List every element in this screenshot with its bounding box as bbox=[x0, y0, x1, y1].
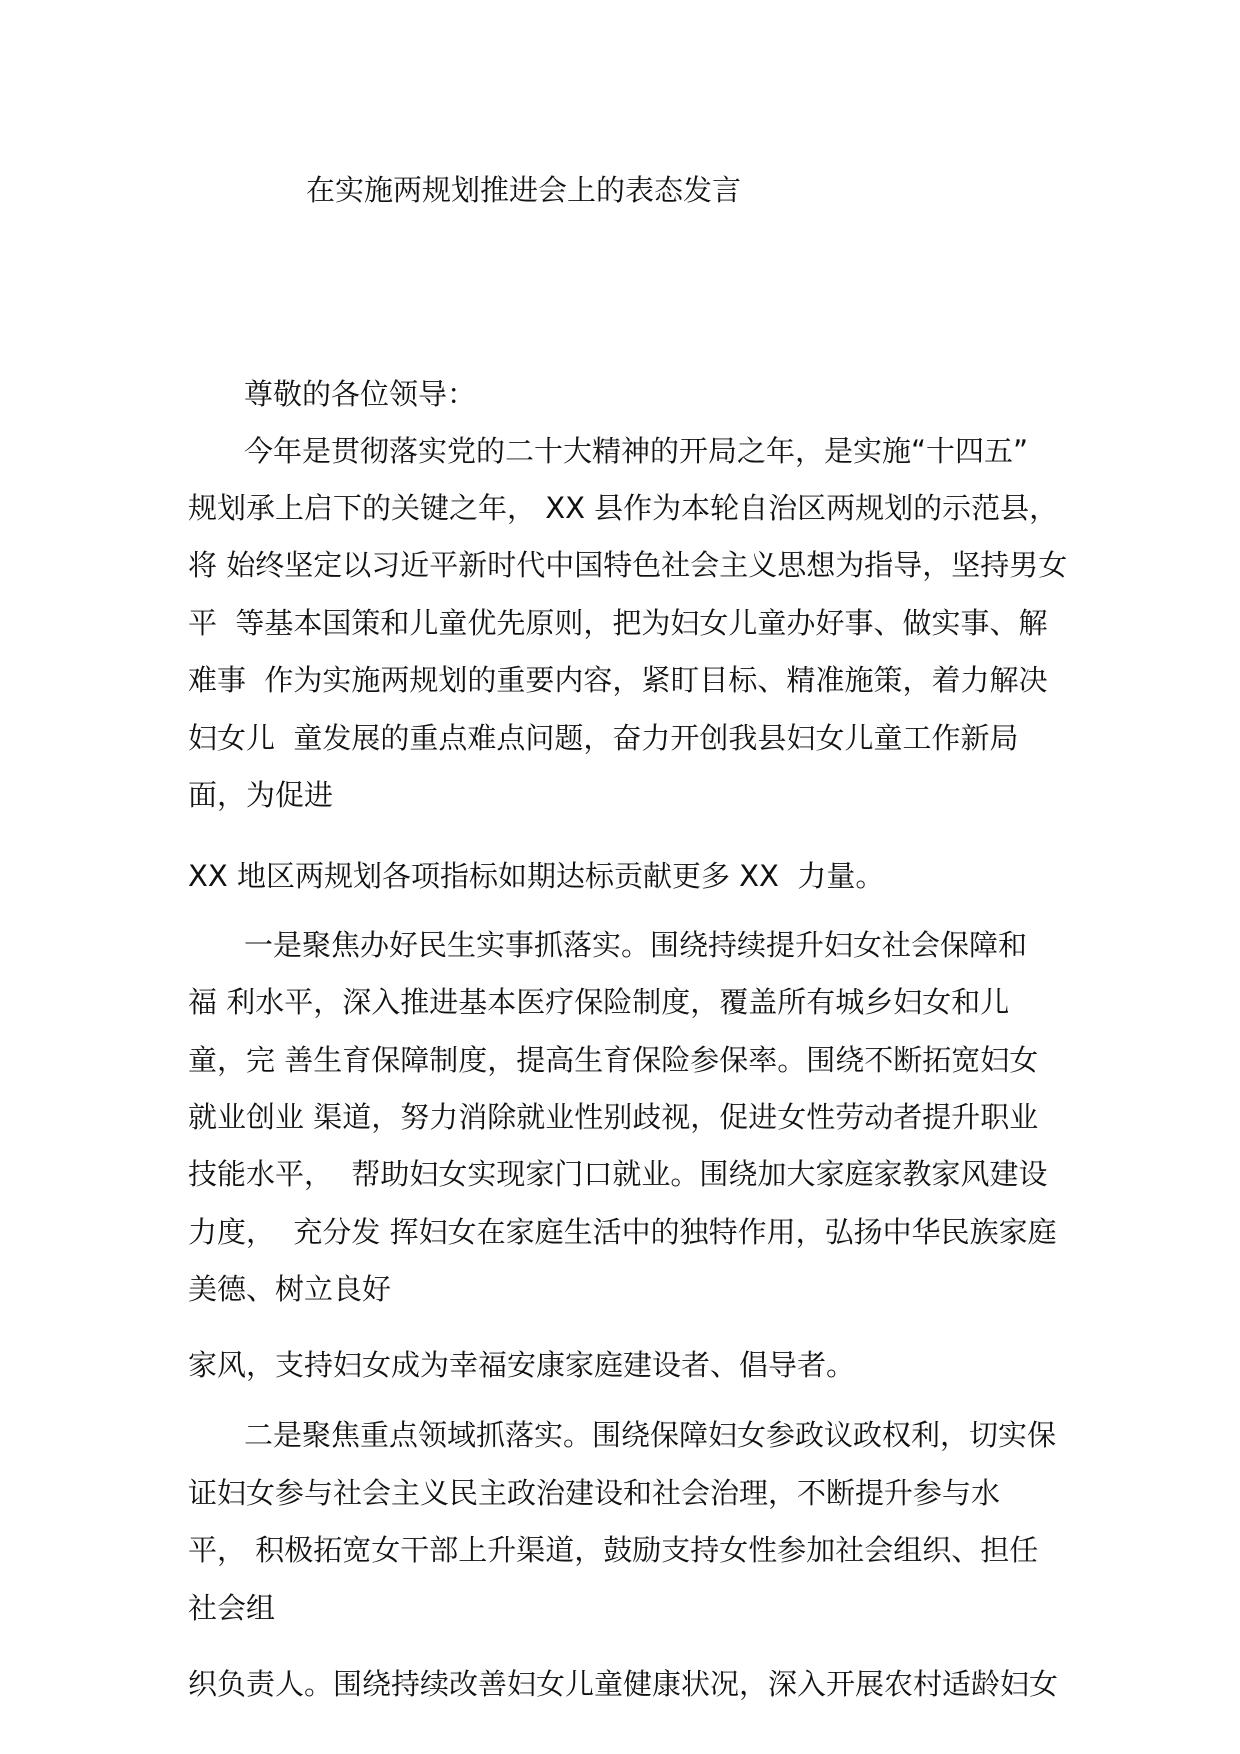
paragraph-line: 就业创业 渠道，努力消除就业性别歧视，促进女性劳动者提升职业 bbox=[188, 1100, 1039, 1134]
paragraph-line: XX 地区两规划各项指标如期达标贡献更多 XX 力量。 bbox=[188, 859, 885, 893]
paragraph-line: 福 利水平，深入推进基本医疗保险制度，覆盖所有城乡妇女和儿 bbox=[188, 985, 1010, 1019]
paragraph-line: 社会组 bbox=[188, 1591, 276, 1625]
paragraph-line: 面，为促进 bbox=[188, 778, 334, 812]
paragraph-line: 技能水平， 帮助妇女实现家门口就业。围绕加大家庭家教家风建设 bbox=[188, 1157, 1048, 1191]
paragraph-line: 家风，支持妇女成为幸福安康家庭建设者、倡导者。 bbox=[188, 1348, 856, 1382]
paragraph-line: 证妇女参与社会主义民主政治建设和社会治理，不断提升参与水 bbox=[188, 1476, 1001, 1510]
paragraph-line: 二是聚焦重点领域抓落实。围绕保障妇女参政议政权利，切实保 bbox=[244, 1418, 1057, 1452]
paragraph-line: 今年是贯彻落实党的二十大精神的开局之年，是实施“十四五” bbox=[244, 434, 1029, 468]
paragraph-line: 童，完 善生育保障制度，提高生育保险参保率。围绕不断拓宽妇女 bbox=[188, 1043, 1039, 1077]
paragraph-line: 平 等基本国策和儿童优先原则，把为妇女儿童办好事、做实事、解 bbox=[188, 606, 1048, 640]
document-title: 在实施两规划推进会上的表态发言 bbox=[306, 173, 742, 207]
paragraph-line: 妇女儿 童发展的重点难点问题，奋力开创我县妇女儿童工作新局 bbox=[188, 721, 1019, 755]
salutation: 尊敬的各位领导： bbox=[244, 377, 477, 411]
paragraph-line: 力度， 充分发 挥妇女在家庭生活中的独特作用，弘扬中华民族家庭 bbox=[188, 1215, 1057, 1249]
paragraph-line: 规划承上启下的关键之年， XX 县作为本轮自治区两规划的示范县， bbox=[188, 491, 1059, 525]
paragraph-line: 难事 作为实施两规划的重要内容，紧盯目标、精准施策，着力解决 bbox=[188, 663, 1048, 697]
paragraph-line: 美德、树立良好 bbox=[188, 1272, 392, 1306]
paragraph-line: 平， 积极拓宽女干部上升渠道，鼓励支持女性参加社会组织、担任 bbox=[188, 1533, 1039, 1567]
paragraph-line: 一是聚焦办好民生实事抓落实。围绕持续提升妇女社会保障和 bbox=[244, 928, 1028, 962]
paragraph-line: 织负责人。围绕持续改善妇女儿童健康状况，深入开展农村适龄妇女 bbox=[188, 1667, 1059, 1701]
paragraph-line: 将 始终坚定以习近平新时代中国特色社会主义思想为指导，坚持男女 bbox=[188, 548, 1068, 582]
